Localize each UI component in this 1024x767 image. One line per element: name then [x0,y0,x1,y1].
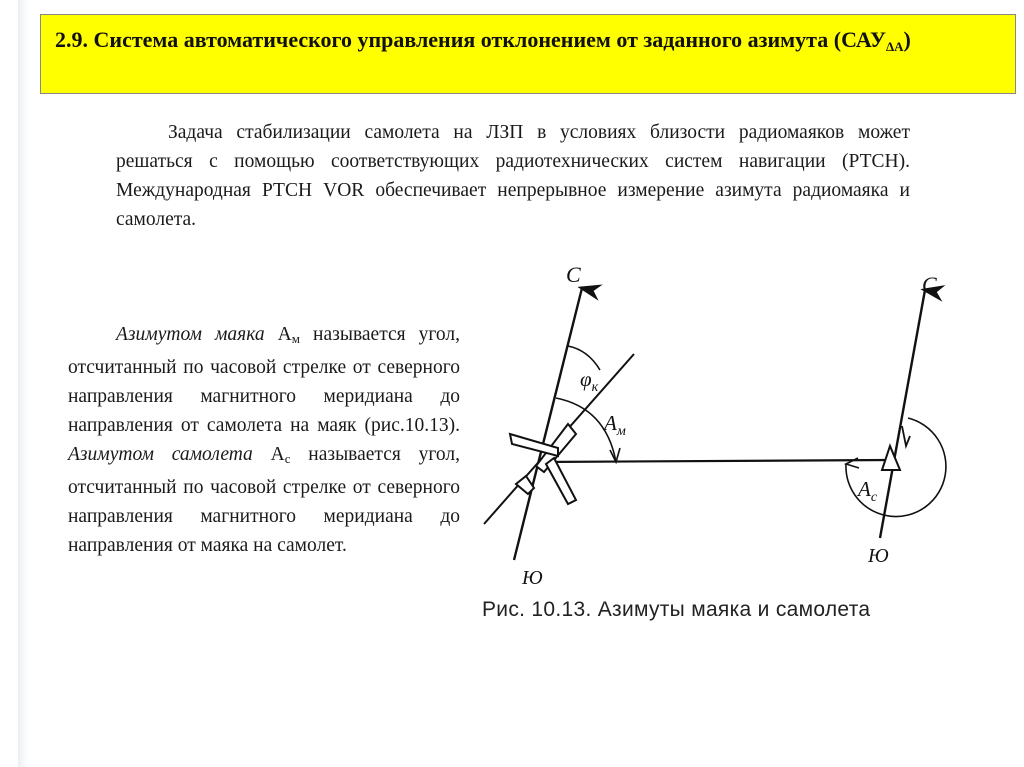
title-subscript: ΔА [885,39,904,54]
am-subscript: м [616,424,626,439]
ac-subscript: с [870,490,878,505]
right-meridian-line [880,290,925,538]
term-beacon-azimuth: Азимутом маяка [116,324,265,345]
definition-paragraph [68,320,460,560]
page-title [55,25,1001,62]
north-label-right: С [922,272,937,297]
azimuth-diagram [470,258,970,590]
psi-symbol: φ [580,367,592,391]
symbol-am: А [277,324,292,345]
ac-label [856,477,878,505]
beacon-triangle [882,446,900,470]
am-symbol: А [604,411,617,435]
title-main: 2.9. Система автоматического управления отклонением от заданного азимута (САУ [55,27,886,52]
symbol-am-sub: м [291,331,300,346]
aircraft-beacon-line [540,460,890,462]
ac-symbol: А [858,477,871,501]
psi-subscript: к [591,380,599,395]
title-bar [40,14,1016,94]
psi-label [580,367,599,395]
south-label-left: Ю [522,567,543,589]
south-label-right: Ю [868,545,889,567]
beacon-tick [902,426,910,446]
definition-text-2: называется угол, отсчитанный по часовой стрелке от северного направления магнитного меридиана до направления от маяка на самолет. [68,444,460,556]
term-aircraft-azimuth: Азимутом самолета [68,444,253,465]
definition-text-1: называется угол, отсчитанный по часовой стрелке от северного направления магнитного меридиана до направления от самолета на маяк (рис.10.13). [68,324,461,436]
north-label-left: С [566,262,581,287]
symbol-ac-sub: с [284,451,291,466]
azimuth-diagram-svg [470,258,970,590]
figure-caption: Рис. 10.13. Азимуты маяка и самолета [482,598,871,621]
title-end: ) [903,27,911,52]
am-label [602,411,626,439]
intro-paragraph: Задача стабилизации самолета на ЛЗП в условиях близости радиомаяков может решаться с помощью соответствующих радиотехнических систем навигации (РТСН). Международная РТСН VOR обеспечивает непрерывное измерение азимута радиомаяка и самолета. [116,122,910,230]
symbol-ac: А [270,444,285,465]
aircraft-icon [510,424,576,504]
